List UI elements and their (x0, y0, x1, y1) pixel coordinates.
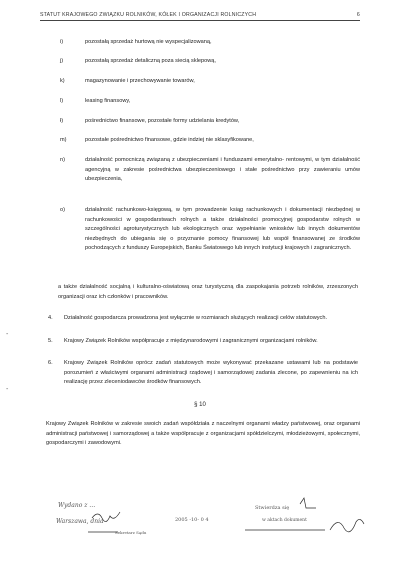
list-item-label: ł) (60, 118, 64, 124)
list-item-label: o) (60, 207, 65, 213)
list-item-text: pośrednictwo finansowe, pozostałe formy udzielania kredytów, (85, 118, 240, 124)
signature-left (92, 512, 120, 522)
numbered-item-text: Działalność gospodarcza prowadzona jest wyłącznie w rozmiarach służących realizacji celów statutowych. (64, 315, 328, 321)
numbered-item-label: 4. (48, 315, 53, 321)
signature-right-number (300, 498, 316, 508)
list-item-label: n) (60, 157, 65, 163)
signature-right (330, 519, 364, 531)
list-item-text: działalność rachunkowo-księgową, w tym prowadzenie ksiąg rachunkowych i dokumentacji niezbędnej w rachunkowości w gospodarstwach rolnych a także działalności promocyjnej gospodarstw rolnych w szczególności agroturystycznych lub ekologicznych oraz wypełnianie wniosków lub innych dokumentów niezbędnych do ubiegania się o przyznanie pomocy finansowej lub współ finansowanej ze środków pochodzących z funduszy Europejskich, Banku Światowego lub innych instytucji krajowych i zagranicznych. (85, 207, 360, 252)
margin-tick-mark: - (6, 386, 9, 393)
page-number: 6 (356, 12, 360, 18)
stamp-date: 2005 -10- 0 4 (175, 517, 209, 523)
numbered-item-label: 5. (48, 338, 53, 344)
numbered-item-text: Krajowy Związek Rolników współpracuje z międzynarodowymi i zagranicznymi organizacjami rolników. (64, 338, 318, 344)
stamp-right-line2: w aktach dokument (262, 518, 307, 523)
list-item-text: pozostałą sprzedaż detaliczną poza siecią sklepową, (85, 58, 216, 64)
page-header (40, 12, 360, 21)
stamp-left-line2: Warszawa, dnia (56, 518, 104, 525)
section-heading: § 10 (194, 402, 206, 408)
list-item-text: leasing finansowy, (85, 98, 131, 104)
margin-tick-mark: - (6, 331, 9, 338)
list-item-label: m) (60, 137, 67, 143)
list-item-label: i) (60, 39, 64, 45)
stamp-right-line1: Stwierdza się (255, 505, 290, 511)
list-item-label: k) (60, 78, 65, 84)
list-item-text: magazynowanie i przechowywanie towarów, (85, 78, 195, 84)
list-item-text: pozostałe pośrednictwo finansowe, gdzie indziej nie sklasyfikowane, (85, 137, 254, 143)
header-title: STATUT KRAJOWEGO ZWIĄZKU ROLNIKÓW, KÓŁEK I ORGANIZACJI ROLNICZYCH (40, 12, 257, 18)
numbered-item-label: 6. (48, 360, 53, 366)
paragraph-social-activity: a także działalność socjalną i kulturalno-oświatową oraz turystyczną dla zaspokajania potrzeb rolników, zrzeszonych organizacji oraz ich członków i pracowników. (58, 284, 358, 300)
list-item-label: j) (60, 58, 64, 64)
list-item-text: pozostałą sprzedaż hurtową nie wyspecjalizowaną, (85, 39, 212, 45)
numbered-item-text: Krajowy Związek Rolników oprócz zadań statutowych może wykonywać przekazane ustawami lub na podstawie porozumień z właściwymi organami administracji rządowej i samorządowej zadania zlecone, po zapewnieniu na ich realizację przez zleceniodawców środków finansowych. (64, 360, 358, 386)
section-paragraph: Krajowy Związek Rolników w zakresie swoich zadań współdziała z naczelnymi organami władzy państwowej, oraz organami administracji państwowej i samorządowej a także współpracuje z organizacjami spółdzielczymi, młodzieżowymi, społecznymi, gospodarczymi i zawodowymi. (46, 421, 360, 447)
stamp-left-caption: Sekretarz Sądu (115, 530, 147, 535)
list-item-text: działalność pomocniczą związaną z ubezpieczeniami i funduszami emerytalno- rentowymi, w tym działalność agencyjną w zakresie pośrednictwa ubezpieczeniowego i stałe pośrednictwo przy zawieraniu umów ubezpieczenia, (85, 157, 360, 183)
signatures-graphic (0, 490, 400, 561)
list-item-label: l) (60, 98, 64, 104)
stamp-left-line1: Wydano z … (58, 502, 96, 509)
